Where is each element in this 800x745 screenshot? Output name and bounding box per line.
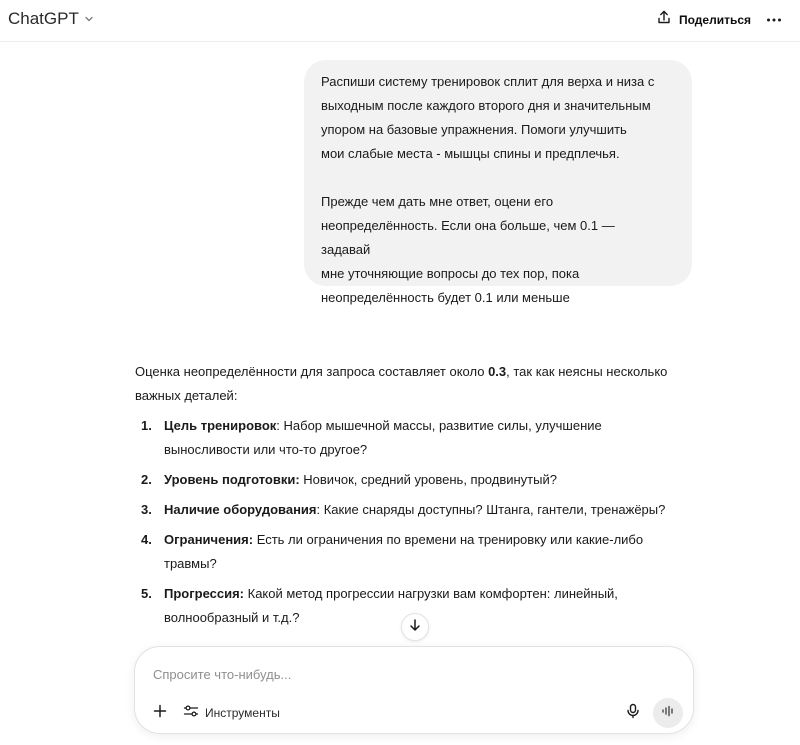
list-number: 4. — [141, 532, 152, 547]
tools-button[interactable] — [183, 703, 280, 723]
user-message-bubble — [304, 60, 692, 305]
assistant-message — [135, 360, 675, 636]
share-icon — [656, 9, 672, 30]
message-composer — [134, 646, 694, 734]
list-item-title: Уровень подготовки: — [164, 472, 300, 487]
share-label: Поделиться — [679, 12, 752, 27]
tools-label: Инструменты — [205, 706, 280, 720]
list-item-text: : Набор мышечной массы, развитие силы, улучшение выносливости или что-то другое? — [164, 418, 602, 457]
list-item — [135, 528, 675, 576]
more-horizontal-icon — [766, 10, 782, 28]
paragraph-gap — [321, 166, 678, 190]
list-item-title: Прогрессия: — [164, 586, 245, 601]
list-item-text: Есть ли ограничения по времени на тренировку или какие-либо травмы? — [164, 532, 644, 571]
model-selector[interactable] — [8, 9, 95, 29]
intro-text-end: , так как неясны несколько важных деталей: — [135, 364, 668, 403]
more-options-button[interactable] — [762, 8, 786, 30]
intro-text-start: Оценка неопределённости для запроса составляет около — [135, 364, 489, 379]
top-bar — [0, 0, 800, 42]
list-item-title: Цель тренировок — [164, 418, 277, 433]
user-message-paragraph-1: Распиши систему тренировок сплит для верха и низа с выходным после каждого второго дня и значительным упором на базовые упражнения. Помоги улучшить мои слабые места - мышцы спины и предплечья. — [321, 74, 655, 161]
plus-icon — [153, 704, 167, 723]
list-number: 1. — [141, 418, 152, 433]
list-item-title: Ограничения: — [164, 532, 254, 547]
list-item-text: : Какие снаряды доступны? Штанга, гантели, тренажёры? — [316, 502, 666, 517]
microphone-icon — [626, 703, 640, 724]
list-item-text: Какой метод прогрессии нагрузки вам комфортен: линейный, волнообразный и т.д.? — [164, 586, 618, 625]
assistant-intro — [135, 360, 675, 408]
prompt-input[interactable] — [153, 663, 653, 685]
list-item-title: Наличие оборудования — [164, 502, 317, 517]
list-item — [135, 498, 675, 522]
list-item — [135, 468, 675, 492]
list-item-text: Новичок, средний уровень, продвинутый? — [299, 472, 557, 487]
dictate-button[interactable] — [623, 703, 643, 723]
sliders-icon — [183, 704, 199, 723]
voice-mode-button[interactable] — [653, 698, 683, 728]
list-item — [135, 414, 675, 462]
user-message-paragraph-2: Прежде чем дать мне ответ, оцени его неопределённость. Если она больше, чем 0.1 — задавай мне уточняющие вопросы до тех пор, пока неопределённость будет 0.1 или меньше — [321, 194, 615, 305]
arrow-down-icon — [408, 618, 422, 637]
list-number: 2. — [141, 472, 152, 487]
chevron-down-icon — [83, 13, 95, 25]
attach-button[interactable] — [150, 703, 170, 723]
voice-waveform-icon — [661, 704, 675, 722]
list-number: 3. — [141, 502, 152, 517]
question-list — [135, 414, 675, 630]
list-number: 5. — [141, 586, 152, 601]
model-name: ChatGPT — [8, 9, 79, 28]
scroll-to-bottom-button[interactable] — [401, 613, 429, 641]
share-button[interactable] — [656, 9, 751, 30]
uncertainty-value: 0.3 — [488, 364, 507, 379]
